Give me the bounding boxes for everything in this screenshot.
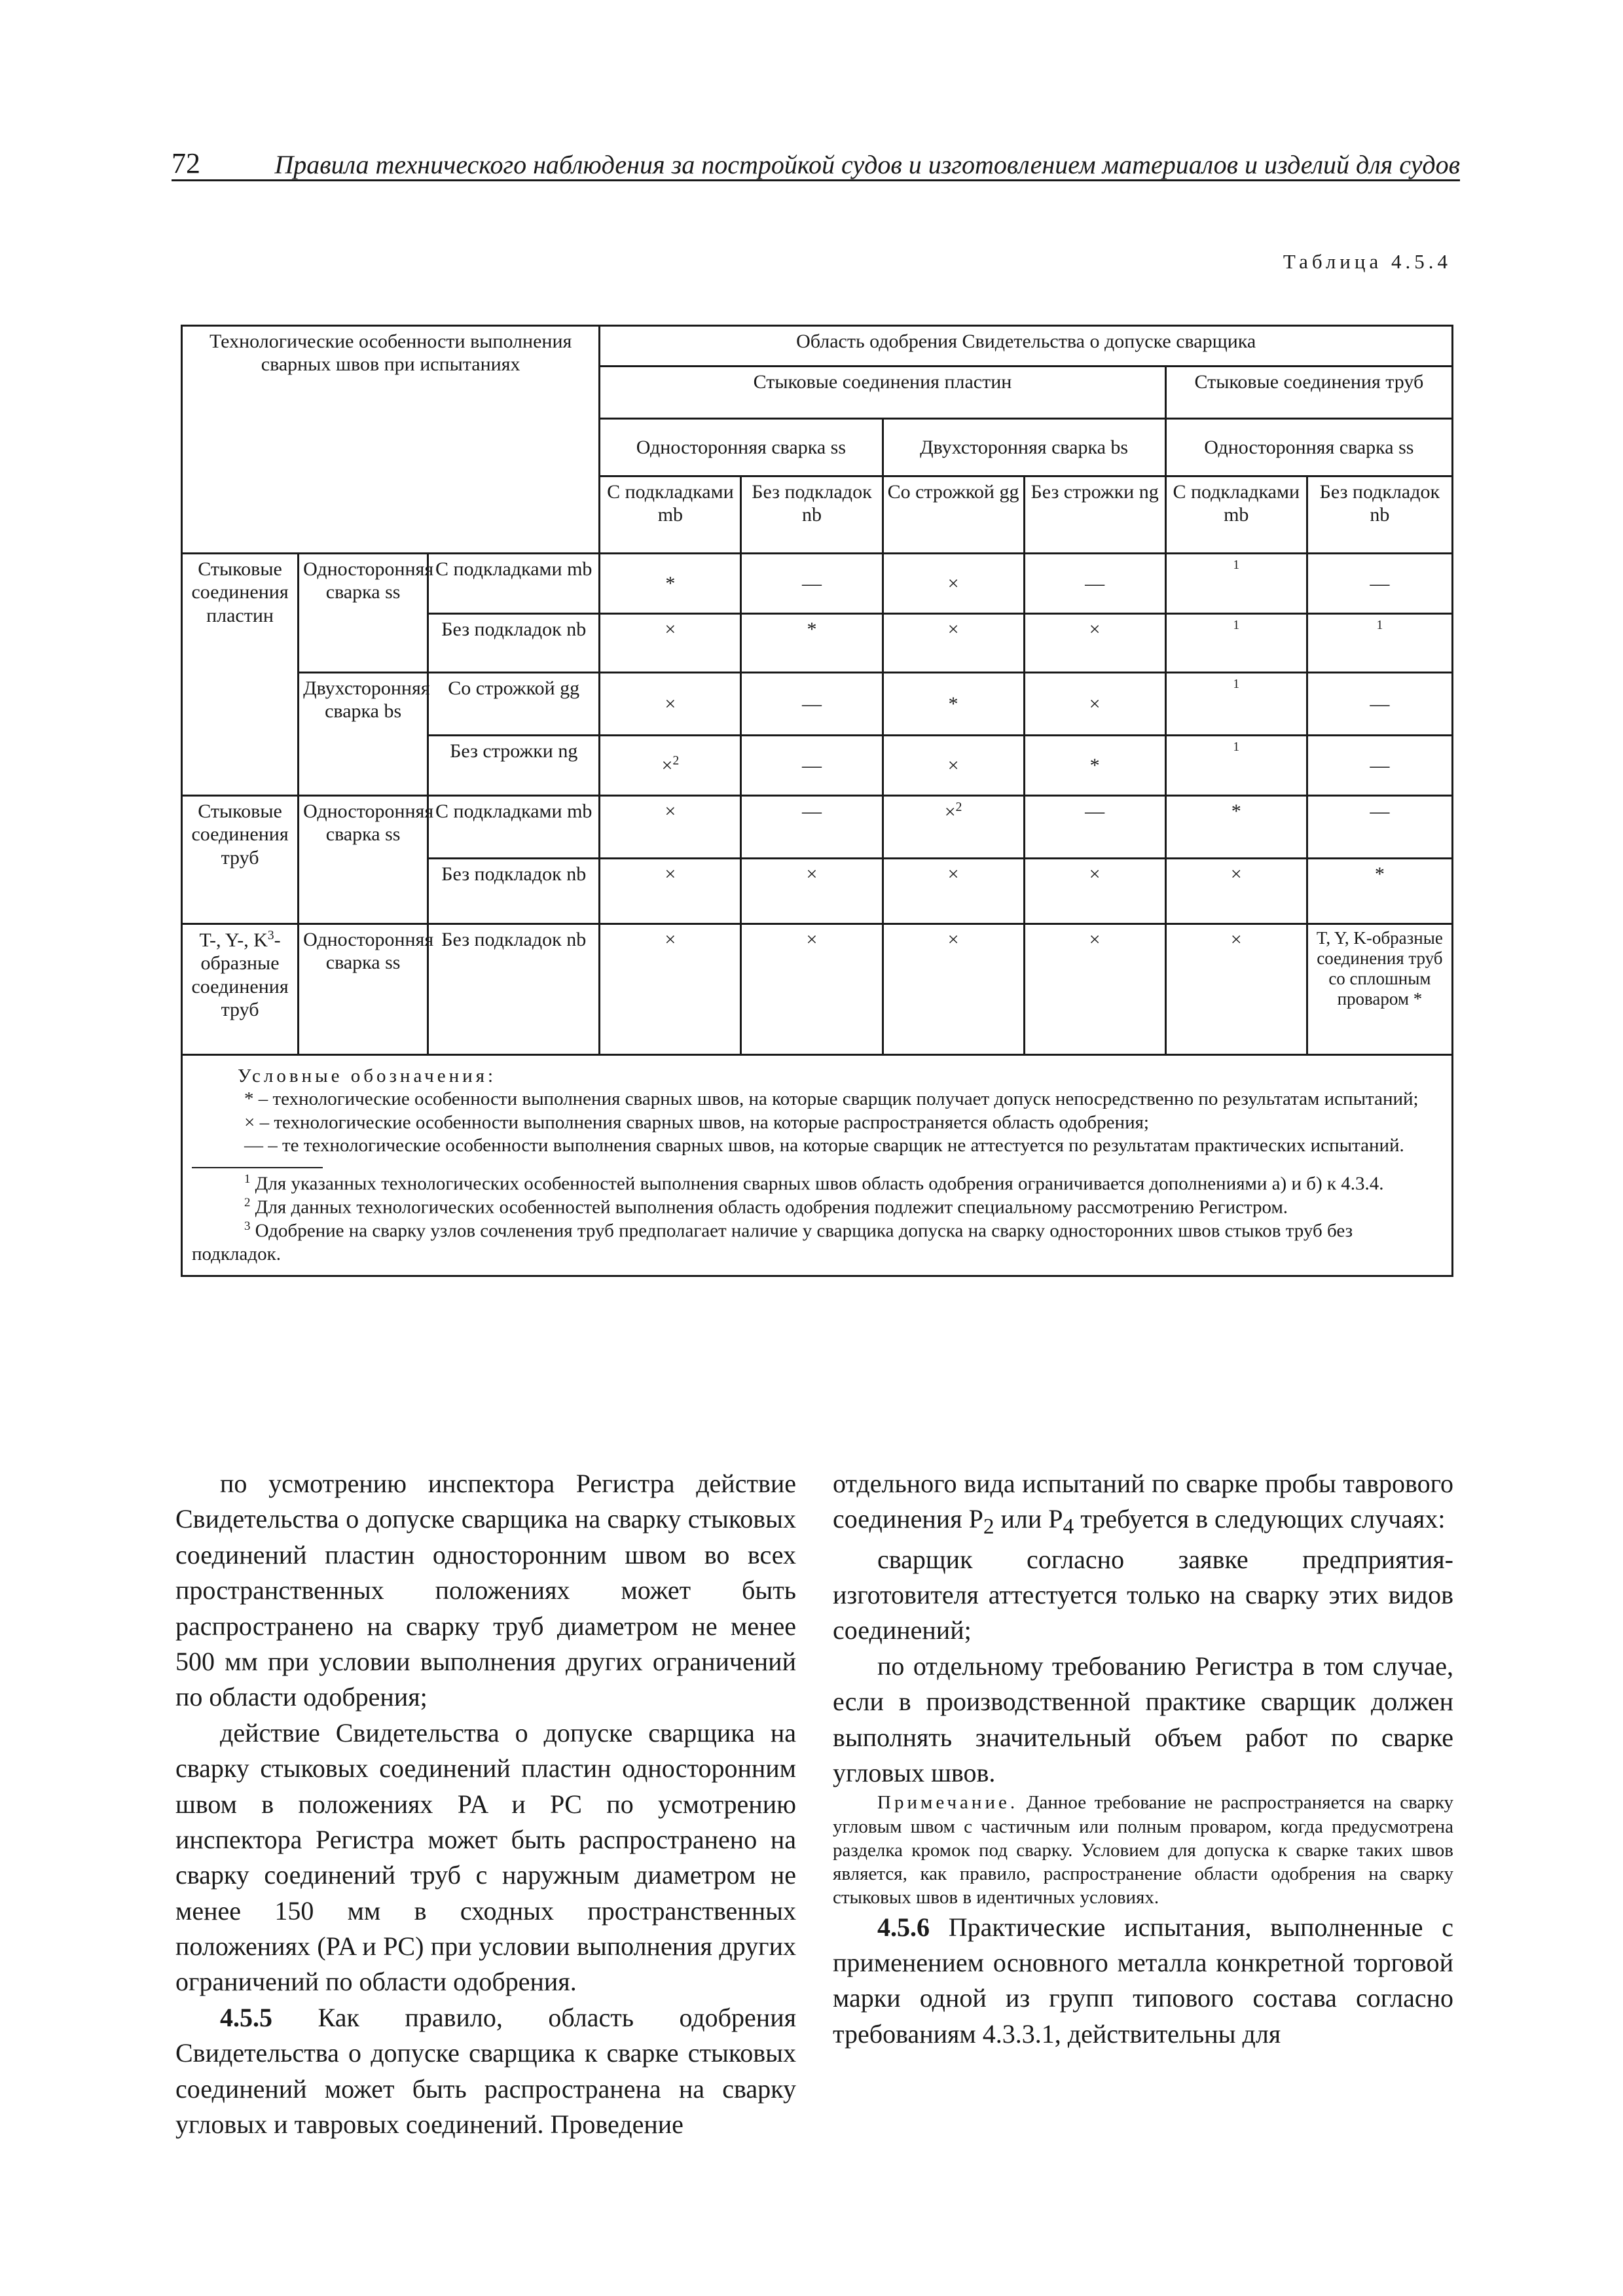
cell-symbol: × bbox=[661, 755, 673, 777]
sub-header-ss: Односторонняя сварка ss bbox=[600, 419, 883, 476]
table-cell: — bbox=[1307, 736, 1452, 796]
row-label: Без подкладок nb bbox=[428, 859, 600, 924]
legend-footnotes bbox=[182, 1055, 1453, 1276]
corner-header: Технологические особенности выполнения сварных швов при испытаниях bbox=[182, 326, 600, 554]
table-cell: × bbox=[600, 924, 741, 1055]
table-cell: — bbox=[1024, 554, 1165, 614]
table-cell: * bbox=[1307, 859, 1452, 924]
col-header: Со строжкой gg bbox=[883, 476, 1024, 554]
table-cell: × bbox=[1165, 859, 1307, 924]
paragraph bbox=[833, 1466, 1453, 1542]
table-cell: × bbox=[1165, 924, 1307, 1055]
table-cell: × bbox=[883, 554, 1024, 614]
paragraph-text: отдельного вида испытаний по сварке пробы таврового соединения P bbox=[833, 1469, 1453, 1534]
paragraph: сварщик согласно заявке предприятия-изготовителя аттестуется только на сварку этих видов соединений; bbox=[833, 1544, 1453, 1645]
paragraph-text: требуется в следующих случаях: bbox=[1074, 1504, 1446, 1534]
row-group-tyk-text: T-, Y-, K bbox=[199, 929, 268, 951]
paragraph bbox=[175, 2000, 796, 2143]
table-caption: Таблица 4.5.4 bbox=[1283, 250, 1451, 273]
paragraph-text: Практические испытания, выполненные с применением основного металла конкретной торговой марки одной из групп типового состава согласно требованиям 4.3.3.1, действительны для bbox=[833, 1912, 1454, 2049]
table-cell: * bbox=[883, 673, 1024, 736]
col-header: Без строжки ng bbox=[1024, 476, 1165, 554]
table-cell bbox=[883, 796, 1024, 859]
table-cell: × bbox=[883, 614, 1024, 673]
legend-item: * – технологические особенности выполнения сварных швов, на которые сварщик получает допуск непосредственно по результатам испытаний; bbox=[244, 1088, 1419, 1110]
table-cell bbox=[1165, 614, 1307, 673]
table-cell: × bbox=[741, 924, 883, 1055]
group-header-pipes: Стыковые соединения труб bbox=[1165, 367, 1452, 419]
table-cell: × bbox=[1024, 614, 1165, 673]
footnote-ref: 2 bbox=[672, 754, 680, 768]
table-cell: × bbox=[741, 859, 883, 924]
footnote bbox=[192, 1196, 1442, 1219]
table-cell bbox=[1165, 673, 1307, 736]
table-cell: — bbox=[741, 554, 883, 614]
table-cell: * bbox=[741, 614, 883, 673]
row-group-tyk-rest: -образные соединения труб bbox=[191, 929, 289, 1021]
row-sub-ss: Односторонняя сварка ss bbox=[299, 554, 428, 673]
legend-item: × – технологические особенности выполнения сварных швов, на которые распространяется область одобрения; bbox=[244, 1111, 1149, 1133]
row-label: Без подкладок nb bbox=[428, 924, 600, 1055]
row-label: С подкладками mb bbox=[428, 796, 600, 859]
table-cell bbox=[1307, 614, 1452, 673]
section-number: 4.5.6 bbox=[877, 1912, 930, 1942]
legend-item: — – те технологические особенности выполнения сварных швов, на которые сварщик не аттестуется по результатам практических испытаний. bbox=[244, 1135, 1404, 1157]
row-group-tyk bbox=[182, 924, 299, 1055]
approval-header: Область одобрения Свидетельства о допуске сварщика bbox=[600, 326, 1453, 367]
footnote-ref: 2 bbox=[955, 800, 962, 814]
paragraph: по отдельному требованию Регистра в том случае, если в производственной практике сварщик должен выполнять значительный объем работ по сварке угловых швов. bbox=[833, 1651, 1453, 1788]
row-sub-ss: Односторонняя сварка ss bbox=[299, 796, 428, 924]
table-cell: × bbox=[883, 736, 1024, 796]
table-cell: × bbox=[600, 614, 741, 673]
note-label: Примечание. bbox=[877, 1792, 1019, 1814]
footnote-text: Для указанных технологических особенностей выполнения сварных швов область одобрения ограничивается дополнениями а) и б) к 4.3.4. bbox=[255, 1173, 1384, 1194]
row-group-plates: Стыковые соединения пластин bbox=[182, 554, 299, 796]
footnote-num: 3 bbox=[244, 1219, 251, 1233]
footnote-num: 2 bbox=[244, 1195, 251, 1210]
row-label: С подкладками mb bbox=[428, 554, 600, 614]
row-label: Со строжкой gg bbox=[428, 673, 600, 736]
col-header: С подкладками mb bbox=[1165, 476, 1307, 554]
table-cell: — bbox=[1024, 796, 1165, 859]
legend-title: Условные обозначения: bbox=[238, 1066, 497, 1086]
group-header-plates: Стыковые соединения пластин bbox=[600, 367, 1165, 419]
table-cell: — bbox=[1307, 554, 1452, 614]
table-cell: * bbox=[600, 554, 741, 614]
footnote-rule bbox=[192, 1167, 323, 1168]
row-label: Без строжки ng bbox=[428, 736, 600, 796]
footnote-ref: 1 bbox=[1233, 558, 1240, 572]
table-cell: × bbox=[883, 859, 1024, 924]
table-cell: × bbox=[600, 859, 741, 924]
table-cell: × bbox=[1024, 924, 1165, 1055]
row-group-pipes: Стыковые соединения труб bbox=[182, 796, 299, 924]
table-cell: × bbox=[883, 924, 1024, 1055]
col-header: Без подкладок nb bbox=[1307, 476, 1452, 554]
table-cell: × bbox=[1024, 859, 1165, 924]
section-number: 4.5.5 bbox=[220, 2002, 272, 2032]
table-cell: — bbox=[741, 673, 883, 736]
page-header bbox=[172, 145, 1460, 181]
footnote-ref: 1 bbox=[1233, 677, 1240, 691]
text-column-right bbox=[833, 1466, 1453, 2052]
paragraph: по усмотрению инспектора Регистра действие Свидетельства о допуске сварщика на сварку стыковых соединений пластин односторонним швом во всех пространственных положениях может быть распространено на сварку труб диаметром не менее 500 мм при условии выполнения других ограничений по области одобрения; bbox=[175, 1469, 796, 1712]
table-cell: — bbox=[741, 796, 883, 859]
row-sub-ss: Односторонняя сварка ss bbox=[299, 924, 428, 1055]
text-column-left bbox=[175, 1466, 796, 2142]
table-cell: — bbox=[741, 736, 883, 796]
paragraph-text: или P bbox=[994, 1504, 1063, 1534]
subscript: 2 bbox=[983, 1515, 994, 1539]
paragraph bbox=[833, 1910, 1453, 2053]
table-cell: T, Y, K-образные соединения труб со сплошным проваром * bbox=[1307, 924, 1452, 1055]
table-cell: — bbox=[1307, 796, 1452, 859]
footnote-ref: 1 bbox=[1233, 740, 1240, 754]
page-number: 72 bbox=[172, 147, 200, 179]
table-cell bbox=[600, 736, 741, 796]
footnote-text: Одобрение на сварку узлов сочленения труб предполагает наличие у сварщика допуска на сварку односторонних швов стыков труб без подкладок. bbox=[192, 1220, 1353, 1265]
footnote bbox=[192, 1172, 1442, 1196]
subscript: 4 bbox=[1063, 1515, 1074, 1539]
table-cell: × bbox=[600, 796, 741, 859]
col-header: Без подкладок nb bbox=[741, 476, 883, 554]
sub-header-bs: Двухсторонняя сварка bs bbox=[883, 419, 1165, 476]
footnote-text: Для данных технологических особенностей выполнения область одобрения подлежит специальному рассмотрению Регистром. bbox=[255, 1196, 1288, 1218]
table-cell bbox=[1165, 736, 1307, 796]
footnote-ref: 3 bbox=[267, 929, 274, 942]
table-cell bbox=[1165, 554, 1307, 614]
paragraph: действие Свидетельства о допуске сварщика на сварку стыковых соединений пластин односторонним швом в положениях PA и PC по усмотрению инспектора Регистра может быть распространено на сварку соединений труб с наружным диаметром не менее 150 мм в сходных пространственных положениях (PA и PC) при условии выполнения других ограничений по области одобрения. bbox=[175, 1717, 796, 1997]
footnote-num: 1 bbox=[244, 1172, 251, 1186]
row-sub-bs: Двухсторонняя сварка bs bbox=[299, 673, 428, 796]
approval-table bbox=[181, 325, 1453, 1277]
table-cell: * bbox=[1024, 736, 1165, 796]
row-label: Без подкладок nb bbox=[428, 614, 600, 673]
footnote bbox=[192, 1219, 1442, 1266]
note-text: Данное требование не распространяется на сварку угловым швом с частичным или полным проваром, когда предусмотрена разделка кромок под сварку. Условием для допуска к сварке таких швов является, как правило, распространение области одобрения на сварку стыковых швов в идентичных условиях. bbox=[833, 1792, 1454, 1909]
note bbox=[833, 1791, 1453, 1909]
sub-header-ss-pipes: Односторонняя сварка ss bbox=[1165, 419, 1452, 476]
col-header: С подкладками mb bbox=[600, 476, 741, 554]
table-cell: — bbox=[1307, 673, 1452, 736]
footnote-ref: 1 bbox=[1233, 619, 1240, 632]
running-title: Правила технического наблюдения за постройкой судов и изготовлением материалов и изделий для судов bbox=[274, 150, 1460, 179]
cell-symbol: × bbox=[944, 801, 956, 823]
footnote-ref: 1 bbox=[1376, 619, 1383, 632]
table-cell: × bbox=[1024, 673, 1165, 736]
table-cell: × bbox=[600, 673, 741, 736]
table-cell: * bbox=[1165, 796, 1307, 859]
paragraph-text: Как правило, область одобрения Свидетельства о допуске сварщика к сварке стыковых соединений может быть распространена на сварку угловых и тавровых соединений. Проведение bbox=[175, 2002, 796, 2140]
